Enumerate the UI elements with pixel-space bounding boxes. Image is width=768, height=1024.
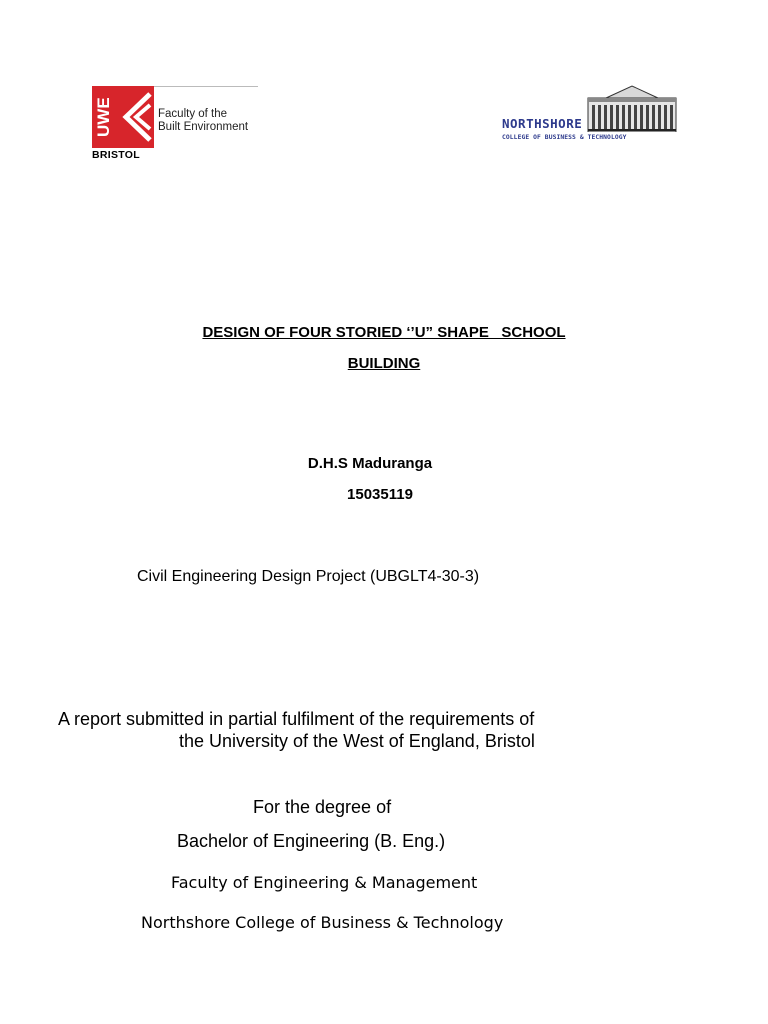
- uwe-chevron-icon: [116, 92, 152, 142]
- northshore-name: NORTHSHORE: [502, 116, 583, 131]
- uwe-logo-rule: [154, 86, 258, 87]
- uwe-faculty-line1: Faculty of the: [158, 108, 228, 120]
- uwe-city-label: BRISTOL: [92, 149, 140, 161]
- faculty-name: Faculty of Engineering & Management: [171, 873, 478, 892]
- submission-line1: A report submitted in partial fulfilment of the requirements of: [58, 709, 535, 729]
- degree-name: Bachelor of Engineering (B. Eng.): [177, 831, 446, 851]
- submission-line2: the University of the West of England, Bristol: [179, 731, 535, 751]
- document-title-line2: BUILDING: [347, 355, 421, 372]
- uwe-faculty-line2: Built Environment: [158, 121, 249, 133]
- uwe-logo: [92, 86, 260, 160]
- student-id: 15035119: [347, 486, 413, 503]
- uwe-logo-word: UWE: [94, 97, 113, 137]
- module-name: Civil Engineering Design Project (UBGLT4-30-3): [137, 568, 480, 585]
- college-name: Northshore College of Business & Technology: [141, 913, 504, 932]
- degree-intro: For the degree of: [253, 797, 392, 817]
- document-title-line1: DESIGN OF FOUR STORIED ‘’U” SHAPE SCHOOL: [202, 324, 566, 341]
- northshore-logo: [500, 84, 678, 146]
- uwe-faculty-label: [158, 108, 268, 134]
- uwe-logo-box: [92, 86, 154, 148]
- author-name: D.H.S Maduranga: [307, 455, 433, 472]
- northshore-subtitle: COLLEGE OF BUSINESS & TECHNOLOGY: [502, 134, 627, 141]
- college-building-icon: [586, 84, 678, 132]
